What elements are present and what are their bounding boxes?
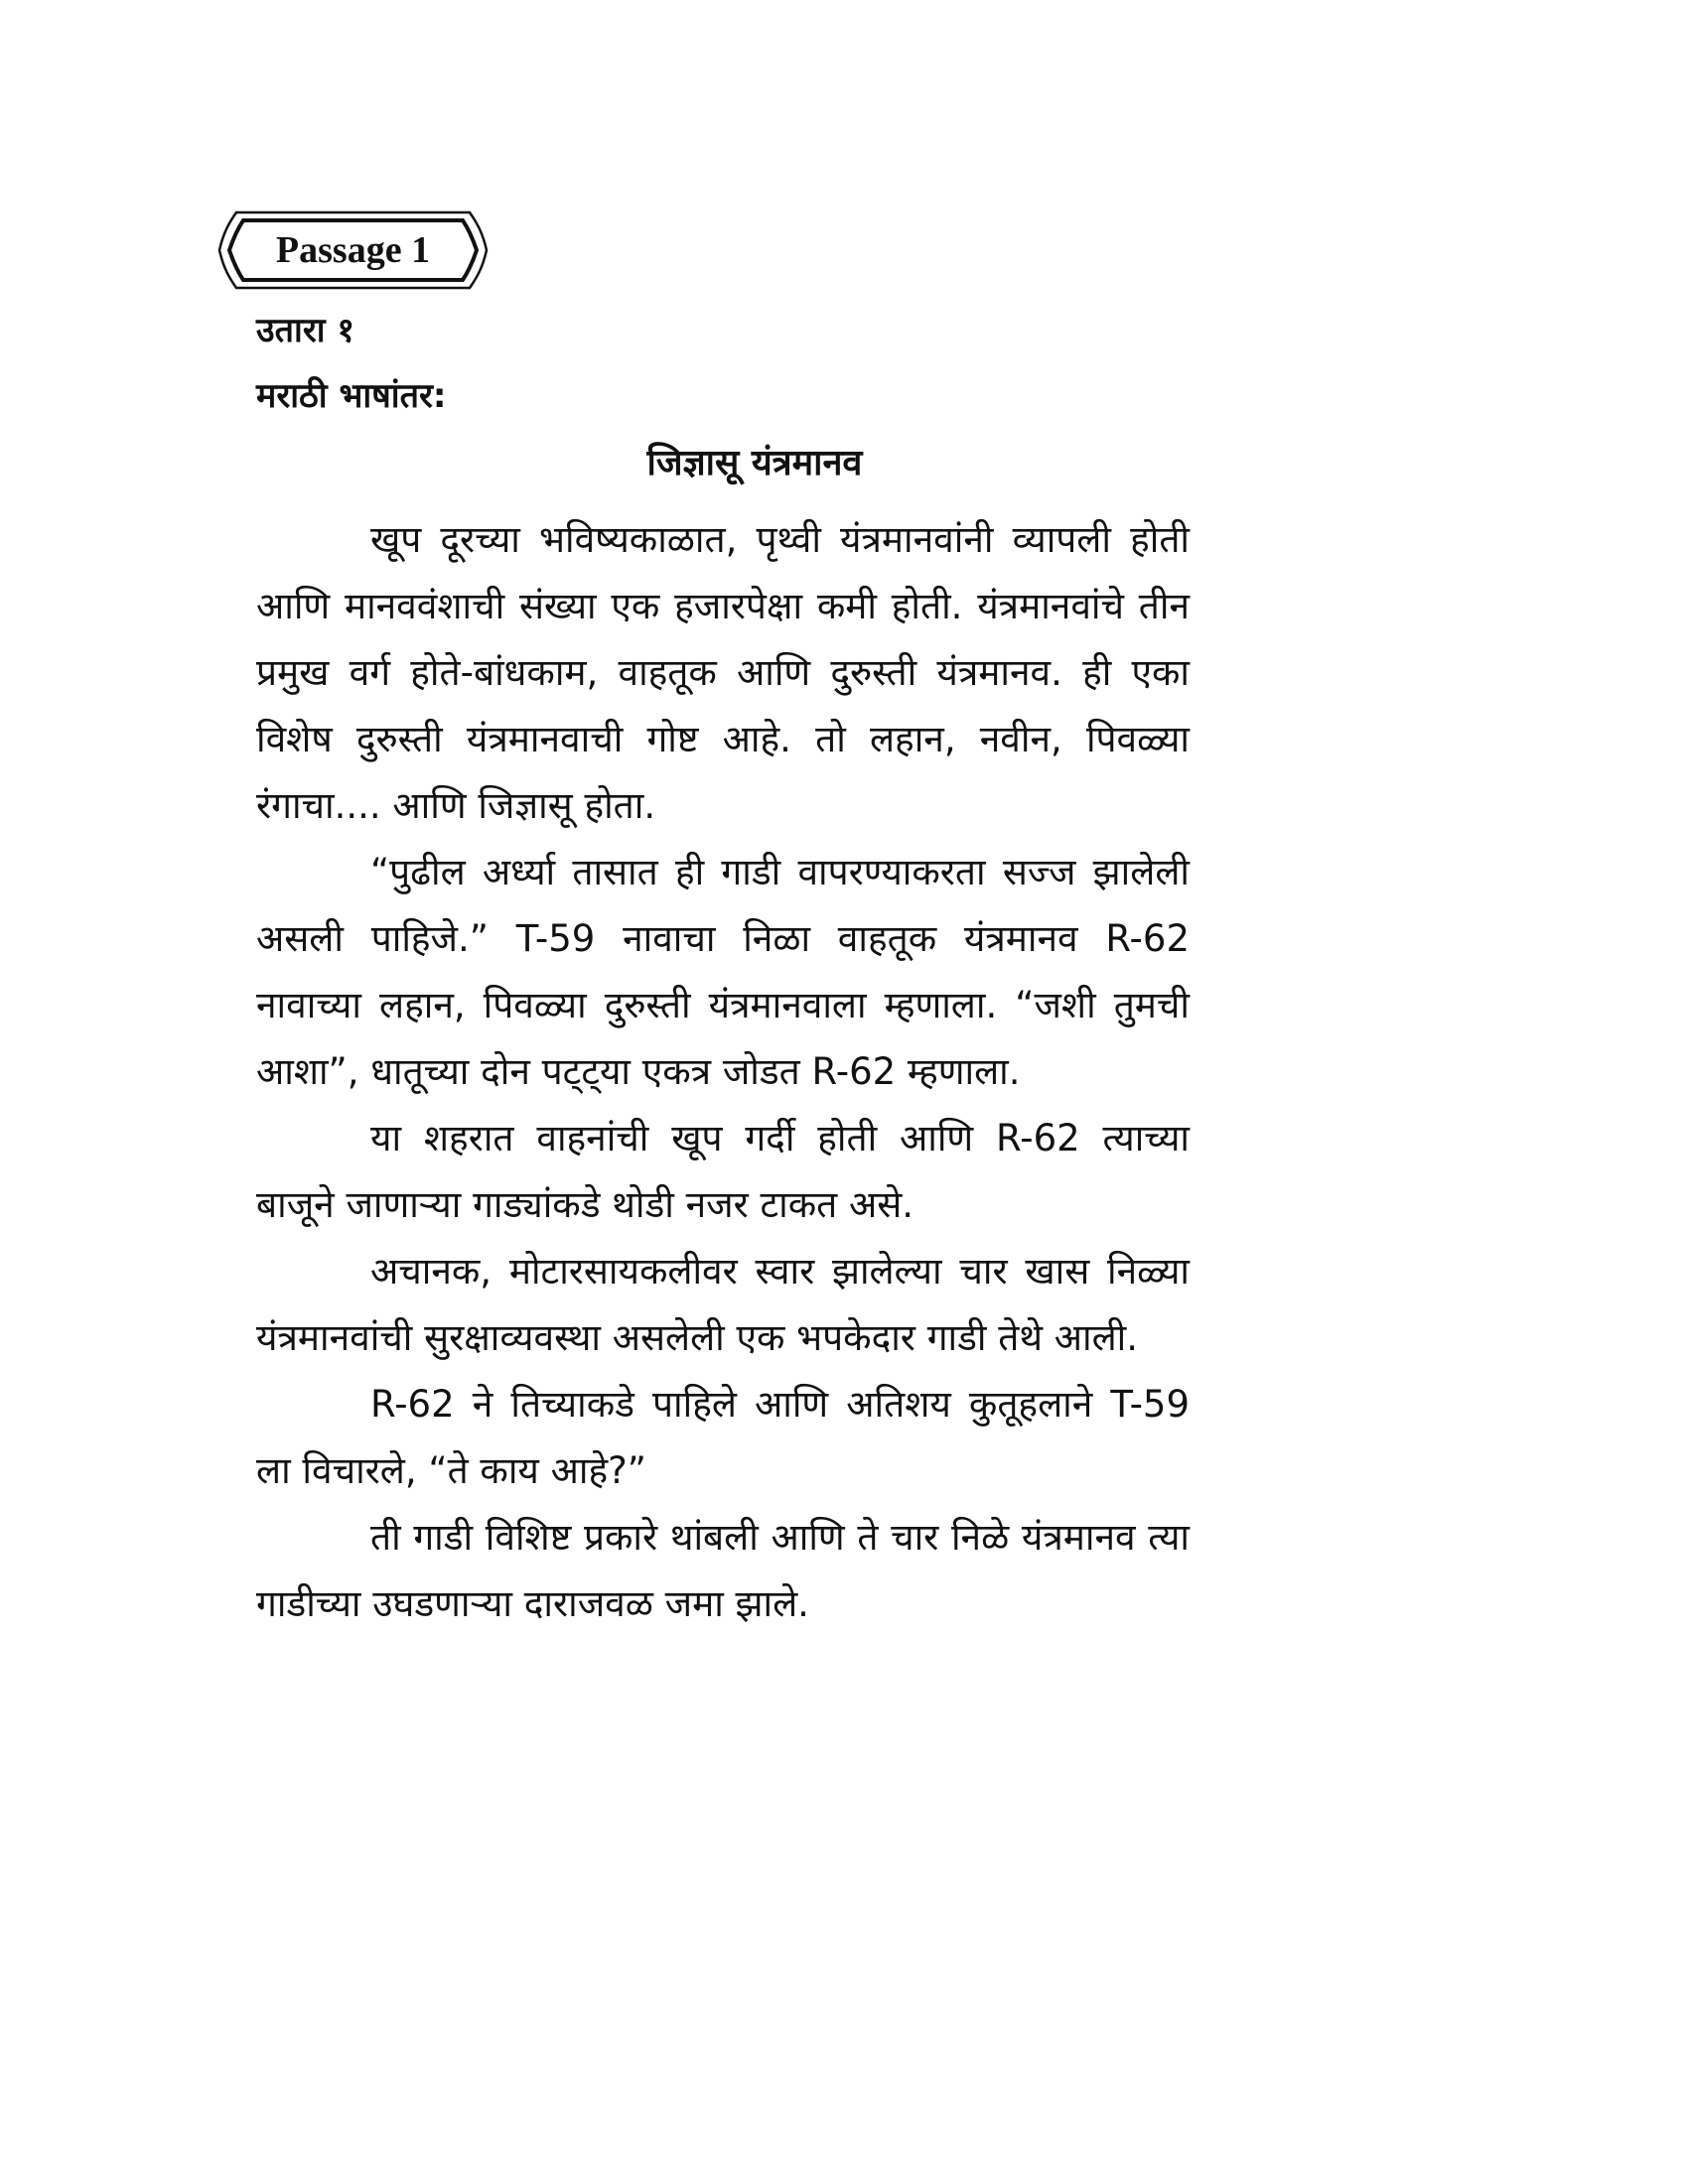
story-title: जिज्ञासू यंत्रमानव [646,443,863,483]
paragraph-4: अचानक, मोटारसायकलीवर स्वार झालेल्या चार खास निळ्या यंत्रमानवांची सुरक्षाव्यवस्था असलेली एक भपकेदार गाडी तेथे आली. [256,1250,1190,1359]
paragraph-1: खूप दूरच्या भविष्यकाळात, पृथ्वी यंत्रमानवांनी व्यापली होती आणि मानववंशाची संख्या एक हजारपेक्षा कमी होती. यंत्रमानवांचे तीन प्रमुख वर्ग होते-बांधकाम, वाहतूक आणि दुरुस्ती यंत्रमानव. ही एका विशेष दुरुस्ती यंत्रमानवाची गोष्ट आहे. तो लहान, नवीन, पिवळ्या रंगाचा.... आणि जिज्ञासू होता. [256,518,1190,827]
passage-number-heading: उतारा १ [256,311,355,350]
translation-heading: मराठी भाषांतर: [256,376,447,416]
paragraph-5: R-62 ने तिच्याकडे पाहिले आणि अतिशय कुतूहलाने T-59 ला विचारले, “ते काय आहे?” [256,1383,1190,1492]
paragraph-2: “पुढील अर्ध्या तासात ही गाडी वापरण्याकरता सज्ज झालेली असली पाहिजे.” T-59 नावाचा निळा वाहतूक यंत्रमानव R-62 नावाच्या लहान, पिवळ्या दुरुस्ती यंत्रमानवाला म्हणाला. “जशी तुमची आशा”, धातूच्या दोन पट्ट्या एकत्र जोडत R-62 म्हणाला. [256,851,1190,1093]
passage-badge [216,208,490,292]
story-body [256,506,1190,1637]
paragraph-3: या शहरात वाहनांची खूप गर्दी होती आणि R-62 त्याच्या बाजूने जाणाऱ्या गाड्यांकडे थोडी नजर टाकत असे. [256,1117,1190,1226]
paragraph-6: ती गाडी विशिष्ट प्रकारे थांबली आणि ते चार निळे यंत्रमानव त्या गाडीच्या उघडणाऱ्या दाराजवळ जमा झाले. [256,1516,1190,1625]
passage-label: Passage 1 [275,229,431,271]
